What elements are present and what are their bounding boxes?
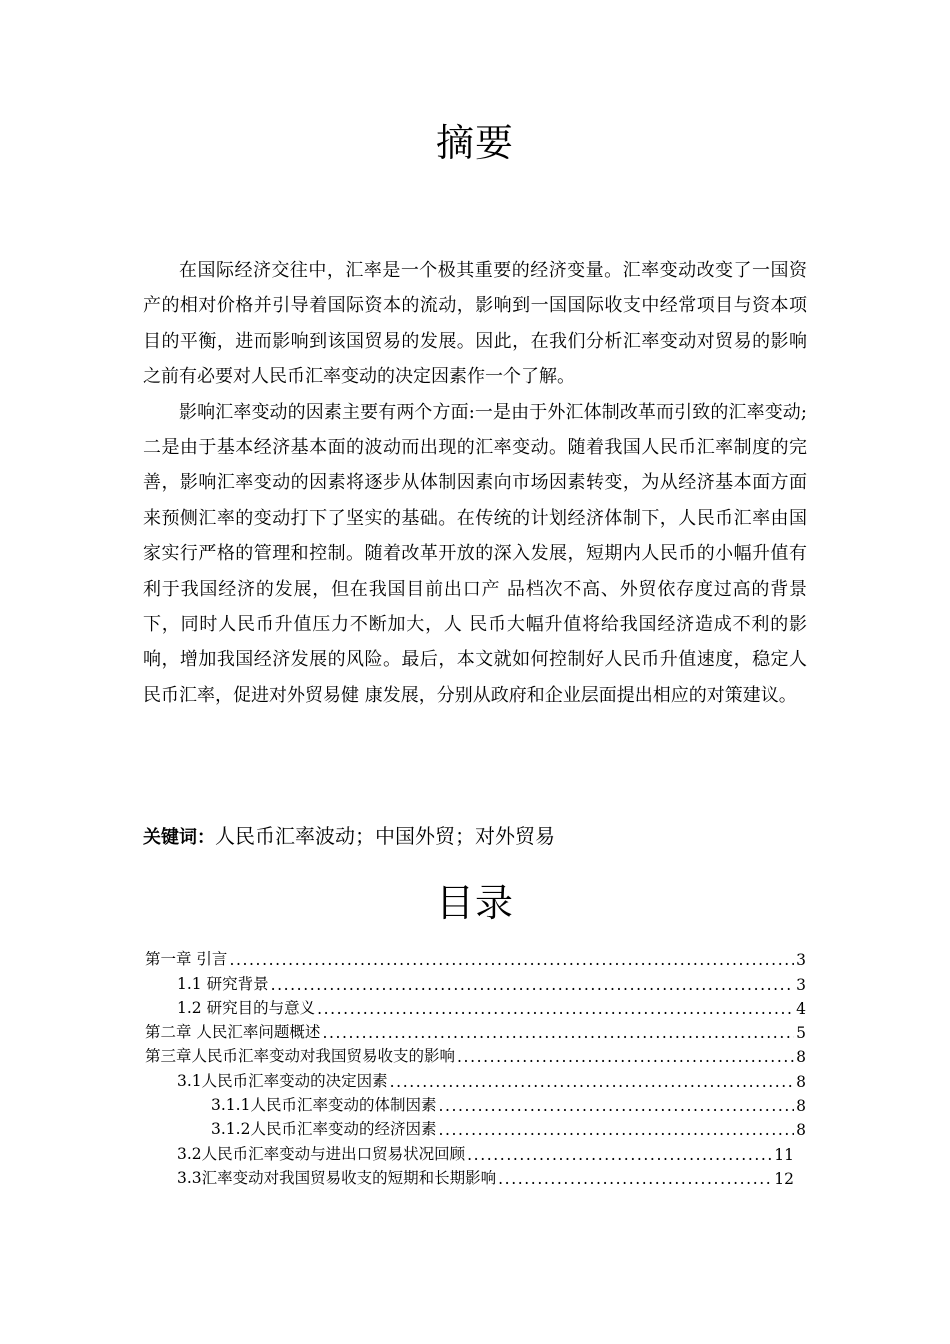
toc-entry-text: 3.1.1人民币汇率变动的体制因素 [211,1096,437,1115]
toc-entry-chapter-1[interactable] [145,945,806,969]
toc-page-number: 5 [796,1024,806,1043]
toc-entry-text: 第二章 人民汇率问题概述 [145,1023,321,1042]
toc-leader-dots [457,1048,794,1066]
toc-entry-chapter-2[interactable] [145,1018,806,1042]
toc-page-number: 12 [774,1169,794,1188]
toc-entry-text: 第三章人民币汇率变动对我国贸易收支的影响 [145,1047,456,1066]
keywords-label: 关键词： [143,827,215,848]
toc-entry-3-2[interactable] [145,1139,806,1163]
abstract-paragraph-2: 影响汇率变动的因素主要有两个方面:一是由于外汇体制改革而引致的汇率变动;二是由于基本经济基本面的波动而出现的汇率变动。随着我国人民币汇率制度的完善，影响汇率变动的因素将逐步从体制因素向市场因素转变，为从经济基本面方面来预侧汇率的变动打下了坚实的基础。在传统的计划经济体制下，人民币汇率由国家实行严格的管理和控制。随着改革开放的深入发展，短期内人民币的小幅升值有利于我国经济的发展，但在我国目前出口产 品档次不高、外贸依存度过高的背景下，同时人民币升值压力不断加大，人 民币大幅升值将给我国经济造成不利的影响，增加我国经济发展的风险。最后，本文就如何控制好人民币升值速度，稳定人民币汇率，促进对外贸易健 康发展，分别从政府和企业层面提出相应的对策建议。 [143,401,807,706]
toc-leader-dots [498,1170,772,1188]
toc-leader-dots [390,1073,794,1091]
keywords-value: 人民币汇率波动；中国外贸；对外贸易 [215,824,555,848]
toc-entry-text: 3.1人民币汇率变动的决定因素 [177,1071,388,1090]
toc-page-number: 8 [796,1097,806,1116]
toc-entry-text: 3.1.2人民币汇率变动的经济因素 [211,1120,437,1139]
toc-leader-dots [271,976,795,994]
table-of-contents [145,945,806,1188]
toc-entry-3-1-1[interactable] [145,1091,806,1115]
toc-entry-3-1[interactable] [145,1066,806,1090]
toc-page-number: 3 [796,975,806,994]
toc-entry-1-1[interactable] [145,969,806,993]
toc-page-number: 4 [796,999,806,1018]
toc-leader-dots [322,1024,794,1042]
toc-leader-dots [438,1097,794,1115]
toc-leader-dots [317,1000,794,1018]
abstract-title: 摘要 [435,121,514,165]
toc-page-number: 8 [796,1072,806,1091]
keywords-line [143,821,555,853]
toc-entry-3-3[interactable] [145,1164,806,1188]
toc-page-number: 8 [796,1121,806,1140]
toc-entry-text: 3.3汇率变动对我国贸易收支的短期和长期影响 [177,1168,497,1187]
toc-leader-dots [229,951,794,969]
toc-page-number: 3 [796,951,806,970]
toc-leader-dots [467,1146,772,1164]
toc-title: 目录 [435,881,514,925]
toc-entry-1-2[interactable] [145,994,806,1018]
abstract-body [143,253,807,713]
toc-entry-text: 3.2人民币汇率变动与进出口贸易状况回顾 [177,1144,466,1163]
toc-leader-dots [438,1121,794,1139]
toc-page-number: 8 [796,1048,806,1067]
toc-entry-text: 1.2 研究目的与意义 [177,998,316,1017]
abstract-paragraph-1: 在国际经济交往中，汇率是一个极其重要的经济变量。汇率变动改变了一国资产的相对价格并引导着国际资本的流动，影响到一国国际收支中经常项目与资本项目的平衡，进而影响到该国贸易的发展。因此，在我们分析汇率变动对贸易的影响之前有必要对人民币汇率变动的决定因素作一个了解。 [143,260,807,388]
toc-entry-3-1-2[interactable] [145,1115,806,1139]
toc-entry-chapter-3[interactable] [145,1042,806,1066]
toc-entry-text: 1.1 研究背景 [177,974,269,993]
toc-entry-text: 第一章 引言 [145,950,228,969]
toc-page-number: 11 [774,1145,794,1164]
